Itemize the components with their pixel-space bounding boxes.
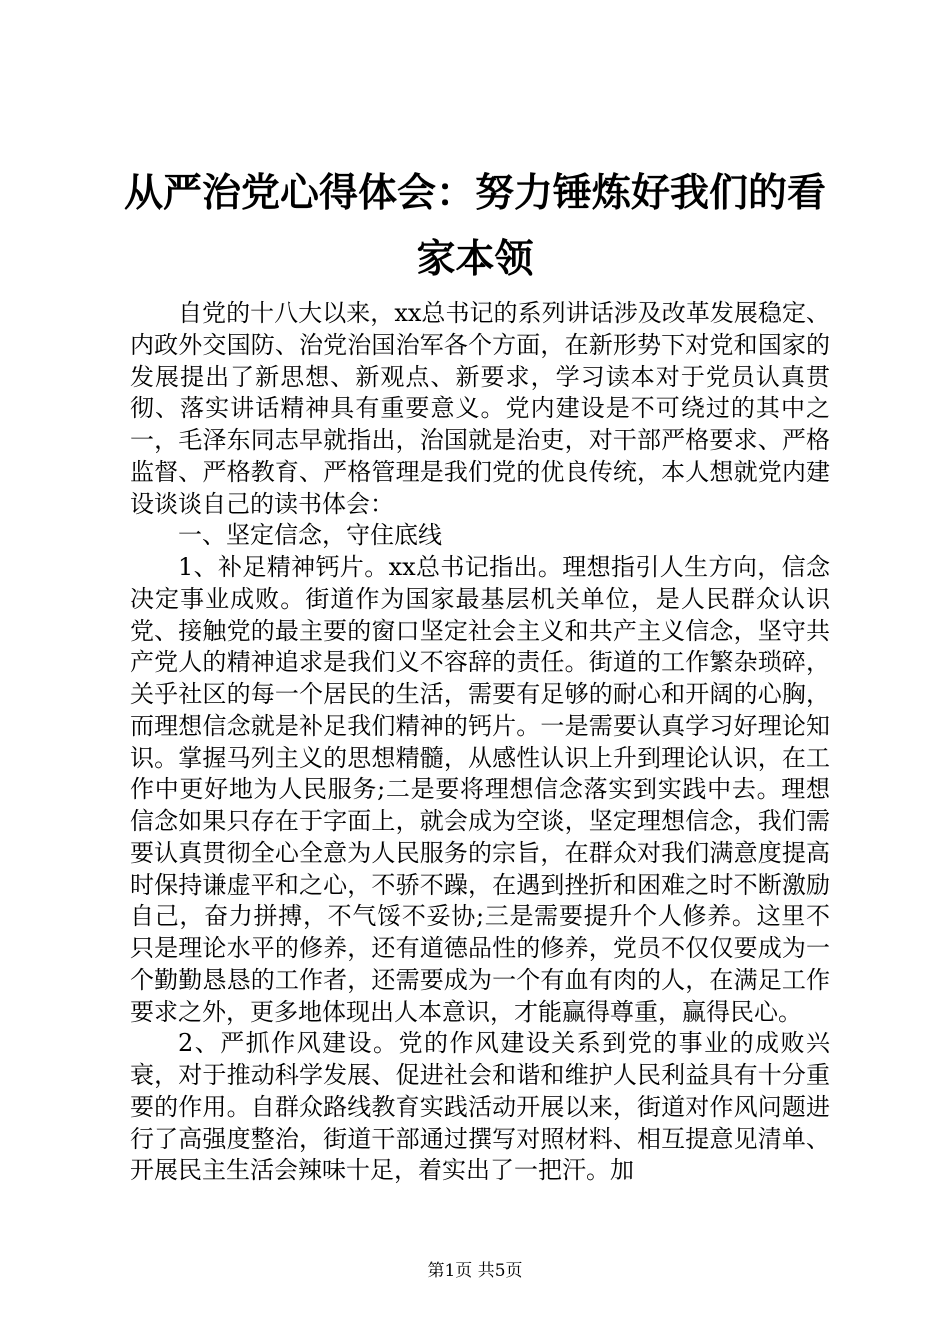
paragraph-intro: 自党的十八大以来，xx总书记的系列讲话涉及改革发展稳定、内政外交国防、治党治国治军各个方面，在新形势下对党和国家的发展提出了新思想、新观点、新要求，学习读本对于党员认真贯彻、落实讲话精神具有重要意义。党内建设是不可绕过的其中之一，毛泽东同志早就指出，治国就是治吏，对干部严格要求、严格监督、严格教育、严格管理是我们党的优良传统，本人想就党内建设谈谈自己的读书体会： bbox=[130, 299, 830, 518]
paragraph-point-2: 2、严抓作风建设。党的作风建设关系到党的事业的成败兴衰，对于推动科学发展、促进社会和谐和维护人民利益具有十分重要的作用。自群众路线教育实践活动开展以来，街道对作风问题进行了高强度整治，街道干部通过撰写对照材料、相互提意见清单、开展民主生活会辣味十足，着实出了一把汗。加 bbox=[130, 1029, 830, 1185]
document-body bbox=[130, 298, 830, 1187]
page-footer: 第1页 共5页 bbox=[427, 1261, 523, 1281]
paragraph-point-1: 1、补足精神钙片。xx总书记指出。理想指引人生方向，信念决定事业成败。街道作为国家最基层机关单位，是人民群众认识党、接触党的最主要的窗口坚定社会主义和共产主义信念，坚守共产党人的精神追求是我们义不容辞的责任。街道的工作繁杂琐碎，关乎社区的每一个居民的生活，需要有足够的耐心和开阔的心胸，而理想信念就是补足我们精神的钙片。一是需要认真学习好理论知识。掌握马列主义的思想精髓，从感性认识上升到理论认识，在工作中更好地为人民服务;二是要将理想信念落实到实践中去。理想信念如果只存在于字面上，就会成为空谈，坚定理想信念，我们需要认真贯彻全心全意为人民服务的宗旨，在群众对我们满意度提高时保持谦虚平和之心，不骄不躁，在遇到挫折和困难之时不断激励自己，奋力拼搏，不气馁不妥协;三是需要提升个人修养。这里不只是理论水平的修养，还有道德品性的修养，党员不仅仅要成为一个勤勤恳恳的工作者，还需要成为一个有血有肉的人，在满足工作要求之外，更多地体现出人本意识，才能赢得尊重，赢得民心。 bbox=[130, 553, 830, 1026]
document-title: 从严治党心得体会：努力锤炼好我们的看家本领 bbox=[123, 170, 826, 282]
section-heading-1: 一、坚定信念，守住底线 bbox=[178, 521, 442, 550]
